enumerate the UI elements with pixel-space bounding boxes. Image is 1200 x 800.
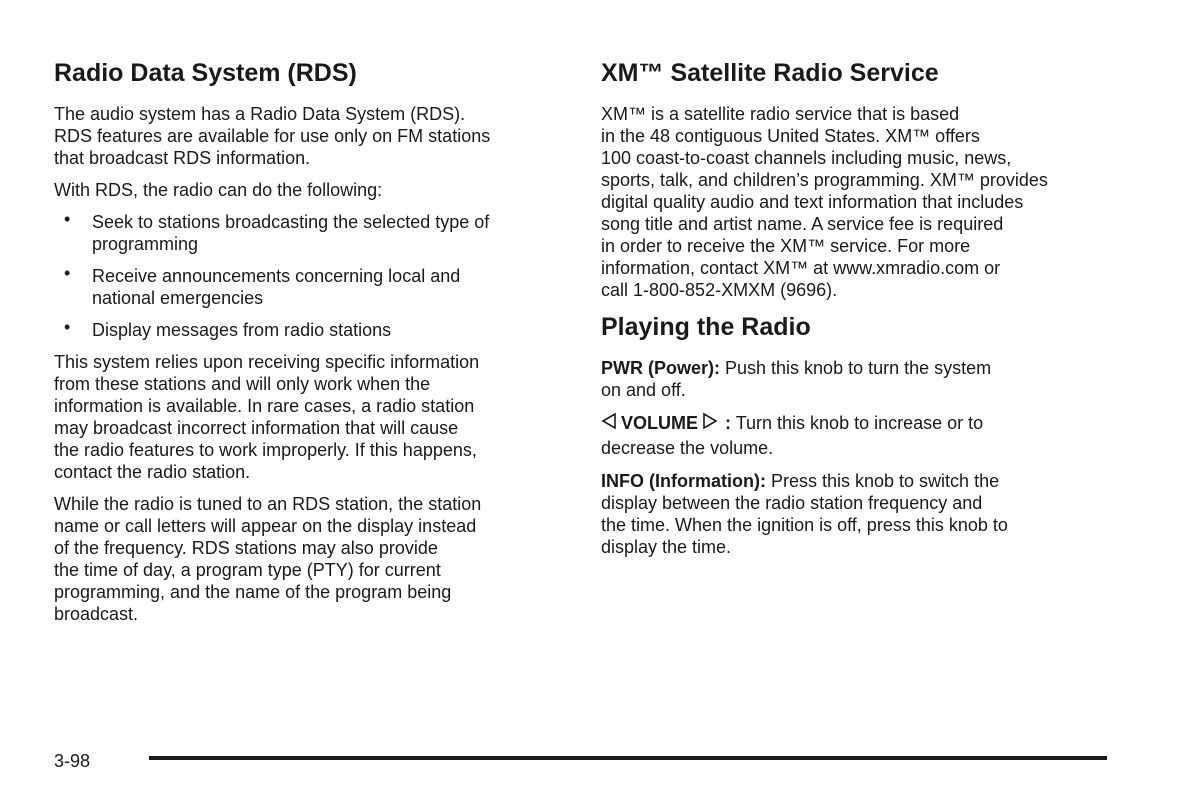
- rds-display-paragraph: While the radio is tuned to an RDS station, the station name or call letters will appear on the display instead of the frequency. RDS stations may also provide the time of day, a program type (PTY) for current programming, and the name of the program being broadcast.: [54, 494, 482, 624]
- list-item: [54, 211, 554, 255]
- left-column: [54, 57, 554, 635]
- bullet-icon: •: [64, 263, 71, 283]
- pwr-term: PWR (Power):: [601, 358, 720, 378]
- xm-paragraph: XM™ is a satellite radio service that is based in the 48 contiguous United States. XM™ offers 100 coast-to-coast channels including music, news, sports, talk, and children’s programming. XM™ provides digital quality audio and text information that includes song title and artist name. A service fee is required in order to receive the XM™ service. For more information, contact XM™ at www.xmradio.com or call 1-800-852-XMXM (9696).: [601, 104, 1048, 300]
- xm-heading: XM™ Satellite Radio Service: [601, 59, 939, 87]
- rds-intro-paragraph: The audio system has a Radio Data System (RDS). RDS features are available for use only on FM stations that broadcast RDS information.: [54, 104, 491, 168]
- right-column: [601, 57, 1121, 568]
- bullet-icon: •: [64, 209, 71, 229]
- list-item-text: Display messages from radio stations: [92, 320, 392, 340]
- info-paragraph: [601, 470, 1121, 558]
- rds-heading: Radio Data System (RDS): [54, 59, 357, 87]
- playing-radio-heading: Playing the Radio: [601, 313, 811, 341]
- list-item: [54, 319, 554, 341]
- rds-reliance-paragraph: This system relies upon receiving specific information from these stations and will only work when the information is available. In rare cases, a radio station may broadcast incorrect information that will cause the radio features to work improperly. If this happens, contact the radio station.: [54, 352, 480, 482]
- rds-capabilities-intro: With RDS, the radio can do the following:: [54, 180, 383, 200]
- list-item: [54, 265, 554, 309]
- list-item-text: Seek to stations broadcasting the selected type of programming: [92, 212, 490, 254]
- pwr-paragraph: [601, 357, 1121, 401]
- triangle-right-outline-icon: [702, 412, 718, 436]
- pwr-description: Push this knob to turn the system on and off.: [601, 358, 992, 400]
- info-description: Press this knob to switch the display between the radio station frequency and the time. When the ignition is off, press this knob to display the time.: [601, 471, 1008, 558]
- volume-colon: :: [720, 413, 732, 433]
- page-number: 3-98: [54, 751, 91, 771]
- volume-description: Turn this knob to increase or to decrease the volume.: [601, 413, 984, 459]
- volume-paragraph: [601, 411, 1121, 460]
- rds-feature-list: [54, 211, 554, 341]
- info-term: INFO (Information):: [601, 471, 766, 492]
- footer-rule: [149, 756, 1107, 760]
- triangle-left-outline-icon: [601, 412, 617, 436]
- bullet-icon: •: [64, 317, 71, 337]
- volume-term: VOLUME: [621, 413, 699, 433]
- list-item-text: Receive announcements concerning local and national emergencies: [92, 266, 461, 308]
